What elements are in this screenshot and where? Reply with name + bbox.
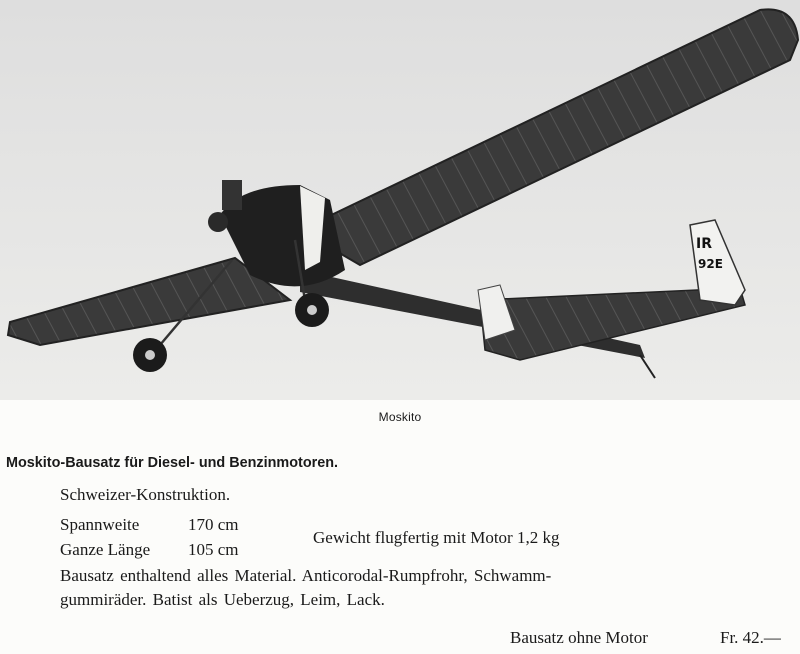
description-line-2: gummiräder. Batist als Ueberzug, Leim, Lack. <box>60 590 385 609</box>
construction-note: Schweizer-Konstruktion. <box>60 485 231 504</box>
price-label: Bausatz ohne Motor <box>510 628 648 647</box>
spec-length <box>60 540 239 560</box>
tail-marking-bottom: 92E <box>698 257 723 271</box>
spec-span-value: 170 cm <box>188 515 239 534</box>
description-line-1: Bausatz enthaltend alles Material. Anticorodal-Rumpfrohr, Schwamm- <box>60 566 552 585</box>
product-heading: Moskito-Bausatz für Diesel- und Benzinmotoren. <box>6 454 339 471</box>
photo-caption: Moskito <box>378 410 422 424</box>
spec-span <box>60 515 239 535</box>
price-value: Fr. 42.— <box>720 628 781 647</box>
spec-length-label: Ganze Länge <box>60 540 151 559</box>
spec-span-label: Spannweite <box>60 515 140 534</box>
spec-length-value: 105 cm <box>188 540 239 559</box>
weight-note: Gewicht flugfertig mit Motor 1,2 kg <box>313 528 560 547</box>
tail-marking-top: IR <box>696 236 712 252</box>
